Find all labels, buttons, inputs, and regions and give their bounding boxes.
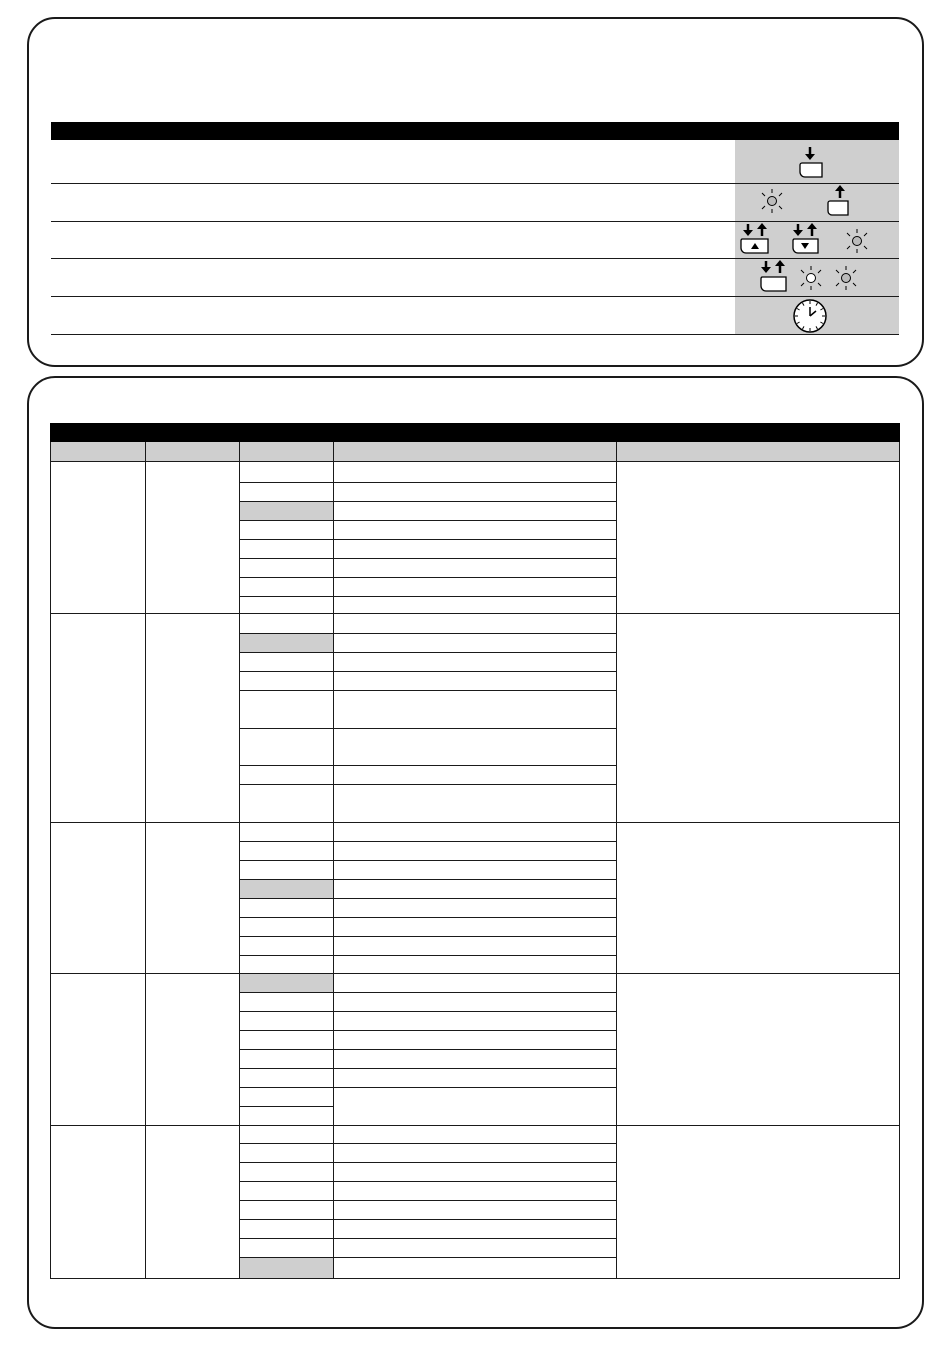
value-row-divider [333,1011,616,1012]
default-level-cell [240,1258,333,1278]
level-row-divider [239,784,333,785]
value-row-divider [333,558,616,559]
column-divider [616,442,617,1279]
level-row-divider [239,652,333,653]
value-row-divider [333,765,616,766]
value-row-divider [333,1200,616,1201]
value-row-divider [333,690,616,691]
level-row-divider [239,1106,333,1107]
led-blinking-icon [758,186,788,216]
level-row-divider [239,633,333,634]
value-row-divider [333,1257,616,1258]
column-divider [239,442,240,1279]
procedure-header-bar [51,122,899,140]
value-row-divider [333,1238,616,1239]
column-divider [50,442,51,1279]
level-row-divider [239,558,333,559]
column-divider [333,442,334,1279]
level-row-divider [239,917,333,918]
level-row-divider [239,1143,333,1144]
level-row-divider [239,992,333,993]
value-row-divider [333,520,616,521]
group-divider [50,1125,900,1126]
press-release-down-button-icon [790,222,824,258]
value-row-divider [333,728,616,729]
level-row-divider [239,860,333,861]
value-row-divider [333,482,616,483]
table-bottom-border [50,1278,900,1279]
value-row-divider [333,936,616,937]
column-header-row [50,442,900,461]
level-row-divider [239,1200,333,1201]
default-level-cell [240,974,333,992]
level-row-divider [239,596,333,597]
parameter-panel [27,376,924,1329]
value-row-divider [333,501,616,502]
level-row-divider [239,1181,333,1182]
press-down-button-icon [794,145,826,181]
level-row-divider [239,1011,333,1012]
value-row-divider [333,539,616,540]
step-divider [51,183,899,184]
level-row-divider [239,501,333,502]
level-row-divider [239,1087,333,1088]
value-row-divider [333,860,616,861]
value-row-divider [333,955,616,956]
level-row-divider [239,520,333,521]
value-row-divider [333,1181,616,1182]
value-row-divider [333,1162,616,1163]
value-row-divider [333,1219,616,1220]
value-row-divider [333,1143,616,1144]
step-divider [51,296,899,297]
procedure-header-label [51,126,55,138]
column-header-divider [50,461,900,462]
level-row-divider [239,1219,333,1220]
level-row-divider [239,728,333,729]
level-row-divider [239,898,333,899]
value-row-divider [333,917,616,918]
level-row-divider [239,1030,333,1031]
press-release-set-button-icon [758,259,792,295]
level-row-divider [239,671,333,672]
led-blinking-icon [843,226,873,256]
group-divider [50,822,900,823]
level-row-divider [239,936,333,937]
default-level-cell [240,634,333,652]
led-off-icon [797,263,827,293]
level-row-divider [239,482,333,483]
value-row-divider [333,596,616,597]
default-level-cell [240,880,333,898]
level-row-divider [239,1238,333,1239]
column-divider [899,442,900,1279]
level-row-divider [239,539,333,540]
level-row-divider [239,1068,333,1069]
level-row-divider [239,1049,333,1050]
led-blinking-icon [832,263,862,293]
level-row-divider [239,841,333,842]
step-divider [51,334,899,335]
release-up-button-icon [824,183,856,219]
value-row-divider [333,671,616,672]
clock-icon [791,297,829,335]
group-divider [50,973,900,974]
value-row-divider [333,784,616,785]
parameter-header-bar [50,423,900,442]
level-row-divider [239,690,333,691]
value-row-divider [333,879,616,880]
default-level-cell [240,502,333,520]
value-row-divider [333,1049,616,1050]
press-release-up-button-icon [740,222,774,258]
value-row-divider [333,577,616,578]
level-row-divider [239,765,333,766]
level-row-divider [239,955,333,956]
value-row-divider [333,898,616,899]
level-row-divider [239,577,333,578]
level-row-divider [239,1162,333,1163]
value-row-divider [333,992,616,993]
level-row-divider [239,879,333,880]
value-row-divider [333,1068,616,1069]
value-row-divider [333,633,616,634]
value-row-divider [333,841,616,842]
level-row-divider [239,1257,333,1258]
value-row-divider [333,652,616,653]
value-row-divider [333,1087,616,1088]
group-divider [50,613,900,614]
column-divider [145,442,146,1279]
value-row-divider [333,1030,616,1031]
parameter-header-label [50,427,54,439]
